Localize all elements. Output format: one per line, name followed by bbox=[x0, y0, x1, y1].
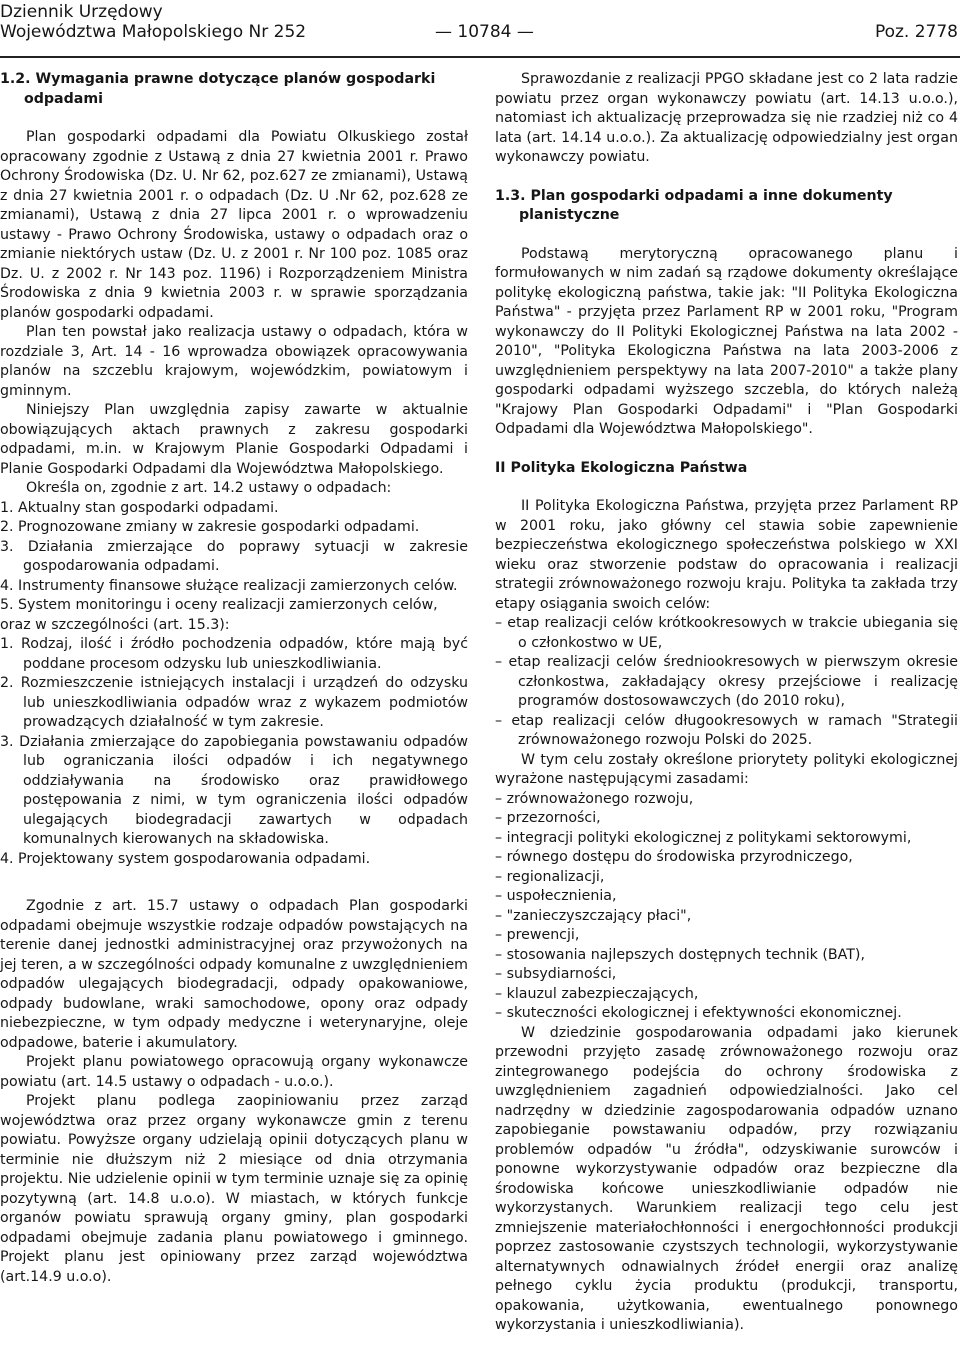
list-item: – etap realizacji celów średniookresowych w pierwszym okresie członkostwa, zakładający okresy przejściowe i realizację programów dostosowawczych (do 2010 roku), bbox=[495, 654, 958, 709]
list-item: – uspołecznienia, bbox=[495, 888, 617, 904]
list-item: 5. System monitoringu i oceny realizacji zamierzonych celów, bbox=[0, 597, 438, 613]
paragraph: Określa on, zgodnie z art. 14.2 ustawy o odpadach: bbox=[26, 480, 392, 496]
paragraph: Podstawą merytoryczną opracowanego planu i formułowanych w nim zadań są rządowe dokumenty określające politykę ekologiczną państwa, takie jak: "II Polityka Ekologiczna Państwa" - przyjęta przez Parlament RP w 2001 roku, "Program wykonawczy do II Polityki Ekologicznej Państwa na lata 2002 - 2010", "Polityka Ekologiczna Państwa na lata 2003-2006 z uwzględnieniem perspektywy na lata 2007-2010" a także plany gospodarki odpadami wyższego szczebla, do których należą "Krajowy Plan Gospodarki Odpadami" i "Plan Gospodarki Odpadami dla Województwa Małopolskiego". bbox=[495, 245, 958, 437]
journal-issue: Województwa Małopolskiego Nr 252 bbox=[0, 22, 307, 42]
paragraph: Projekt planu powiatowego opracowują organy wykonawcze powiatu (art. 14.5 ustawy o odpadach - u.o.o.). bbox=[0, 1054, 468, 1090]
list-item: – subsydiarności, bbox=[495, 966, 617, 982]
list-item: 2. Rozmieszczenie istniejących instalacji i urządzeń do odzysku lub unieszkodliwiania odpadów wraz z wykazem podmiotów prowadzących działalność w tym zakresie. bbox=[0, 675, 468, 730]
page-header bbox=[0, 0, 960, 62]
journal-title: Dziennik Urzędowy bbox=[0, 2, 163, 22]
header-rule bbox=[0, 56, 960, 58]
paragraph: Zgodnie z art. 15.7 ustawy o odpadach Plan gospodarki odpadami obejmuje wszystkie rodzaje odpadów powstających na terenie danej jednostki administracyjnej oraz przywożonych na jej teren, a w szczególności odpady komunalne z uwzględnieniem odpadów ulegających biodegradacji, odpady opakowaniowe, odpady budowlane, wraki samochodowe, opony oraz odpady niebezpieczne, w tym odpady medyczne i weterynaryjne, oleje odpadowe, baterie i akumulatory. bbox=[0, 898, 468, 1051]
list-item: – regionalizacji, bbox=[495, 868, 605, 885]
list-item: 1. Rodzaj, ilość i źródło pochodzenia odpadów, które mają być poddane procesom odzysku lub unieszkodliwiania. bbox=[0, 636, 468, 672]
list-item: – zrównoważonego rozwoju, bbox=[495, 790, 694, 807]
list-item: – integracji polityki ekologicznej z politykami sektorowymi, bbox=[495, 829, 912, 846]
list-item: 2. Prognozowane zmiany w zakresie gospodarki odpadami. bbox=[0, 519, 420, 535]
paragraph: Plan ten powstał jako realizacja ustawy o odpadach, która w rozdziale 3, Art. 14 - 16 wprowadza obowiązek opracowywania planów na szczeblu krajowym, wojewódzkim, powiatowym i gminnym. bbox=[0, 324, 468, 399]
paragraph: W tym celu zostały określone priorytety polityki ekologicznej wyrażone następującymi zasadami: bbox=[495, 751, 958, 787]
list-item: – klauzul zabezpieczających, bbox=[495, 985, 699, 1002]
paragraph: Sprawozdanie z realizacji PPGO składane jest co 2 lata radzie powiatu przez organ wykonawczy powiatu (art. 14.13 u.o.o.), natomiast ich aktualizację przeprowadza się nie rzadziej niż co 4 lata (art. 14.14 u.o.o.). Za aktualizację odpowiedzialny jest organ wykonawczy powiatu. bbox=[495, 71, 958, 165]
list-item: – "zanieczyszczający płaci", bbox=[495, 907, 692, 924]
page-number: — 10784 — bbox=[435, 22, 534, 42]
list-item: – przezorności, bbox=[495, 810, 601, 826]
paragraph: oraz w szczególności (art. 15.3): bbox=[0, 616, 230, 633]
list-item: 1. Aktualny stan gospodarki odpadami. bbox=[0, 499, 279, 516]
list-item: 4. Instrumenty finansowe służące realizacji zamierzonych celów. bbox=[0, 577, 458, 594]
list-item: 3. Działania zmierzające do zapobiegania powstawaniu odpadów lub ograniczania ilości odpadów i ich negatywnego oddziaływania na środowisko oraz prawidłowego postępowania z nimi, w tym ograniczenia ilości odpadów ulegających biodegradacji zawartych w odpadach komunalnych kierowanych na składowiska. bbox=[0, 733, 468, 847]
list-item: – etap realizacji celów krótkookresowych w trakcie ubiegania się o członkostwo w UE, bbox=[495, 615, 958, 651]
list-item: – równego dostępu do środowiska przyrodniczego, bbox=[495, 849, 853, 865]
list-item: – prewencji, bbox=[495, 927, 580, 943]
list-item: 4. Projektowany system gospodarowania odpadami. bbox=[0, 850, 371, 867]
right-column bbox=[495, 70, 958, 1336]
paragraph: W dziedzinie gospodarowania odpadami jako kierunek przewodni przyjęto zasadę zrównoważonego rozwoju oraz zintegrowanego podejścia do ochrony środowiska z uwzględnieniem zagadnień odpowiedzialności. Jako cel nadrzędny w dziedzinie zagospodarowania odpadów uznano zapobieganie powstawaniu odpadów, przy rozwiązaniu problemów odpadów "u źródła", odzyskiwanie surowców i ponowne wykorzystywanie odpadów oraz bezpieczne dla środowiska końcowe unieszkodliwianie odpadów nie wykorzystanych. Warunkiem realizacji tego celu jest zmniejszenie materiałochłonności i energochłonności produkcji poprzez zastosowanie czystszych technologii, wykorzystywanie alternatywnych odnawialnych źródeł energii oraz analizę pełnego cyklu życia produktu (produkcji, transportu, opakowania, użytkowania, ewentualnego ponownego wykorzystania i unieszkodliwiania). bbox=[495, 1024, 958, 1333]
position-number: Poz. 2778 bbox=[874, 22, 958, 42]
left-column bbox=[0, 70, 468, 1287]
list-item: – etap realizacji celów długookresowych w ramach "Strategii zrównoważonego rozwoju Polski do 2025. bbox=[495, 712, 958, 748]
section-heading-1-3: 1.3. Plan gospodarki odpadami a inne dokumenty planistyczne bbox=[495, 187, 893, 223]
paragraph: Projekt planu podlega zaopiniowaniu przez zarząd województwa oraz przez organy wykonawcze gmin z terenu powiatu. Powyższe organy udzielają opinii dotyczących planu w terminie nie dłuższym niż 2 miesiące od dnia otrzymania projektu. Nie udzielenie opinii w tym terminie uznaje się za opinię pozytywną (art. 14.8 u.o.o). W miastach, w których funkcje organów powiatu sprawują organy gminy, plan gospodarki odpadami obejmuje zadania planu powiatowego i gminnego. Projekt planu jest opiniowany przez zarząd województwa (art.14.9 u.o.o). bbox=[0, 1093, 468, 1285]
paragraph: Niniejszy Plan uwzględnia zapisy zawarte w aktualnie obowiązujących aktach prawnych z zakresu gospodarki odpadami, m.in. w Krajowym Planie Gospodarki Odpadami i Planie Gospodarki Odpadami dla Województwa Małopolskiego. bbox=[0, 402, 468, 477]
subsection-heading: II Polityka Ekologiczna Państwa bbox=[495, 459, 748, 476]
paragraph: II Polityka Ekologiczna Państwa, przyjęta przez Parlament RP w 2001 roku, jako główny cel stawia sobie zapewnienie bezpieczeństwa ekologicznego społeczeństwa polskiego w XXI wieku oraz stworzenie podstaw do opracowania i realizacji strategii zrównoważonego rozwoju kraju. Polityka ta zakłada trzy etapy osiągania swoich celów: bbox=[495, 498, 958, 612]
list-item: – skuteczności ekologicznej i efektywności ekonomicznej. bbox=[495, 1005, 902, 1021]
paragraph: Plan gospodarki odpadami dla Powiatu Olkuskiego został opracowany zgodnie z Ustawą z dnia 27 kwietnia 2001 r. Prawo Ochrony Środowiska (Dz. U. Nr 62, poz.627 ze zmianami), Ustawą z dnia 27 kwietnia 2001 r. o odpadach (Dz. U .Nr 62, poz.628 ze zmianami), Ustawą z dnia 27 lipca 2001 r. o wprowadzeniu ustawy - Prawo Ochrony Środowiska, ustawy o odpadach oraz o zmianie niektórych ustaw (Dz. U. z 2001 r. Nr 100 poz. 1085 oraz Dz. U. z 2002 r. Nr 143 poz. 1196) i Rozporządzeniem Ministra Środowiska z dnia 9 kwietnia 2003 r. w sprawie sporządzania planów gospodarki odpadami. bbox=[0, 129, 468, 321]
list-item: 3. Działania zmierzające do poprawy sytuacji w zakresie gospodarowania odpadami. bbox=[0, 538, 468, 574]
list-item: – stosowania najlepszych dostępnych technik (BAT), bbox=[495, 946, 865, 963]
section-heading-1-2: 1.2. Wymagania prawne dotyczące planów gospodarki odpadami bbox=[0, 71, 436, 107]
